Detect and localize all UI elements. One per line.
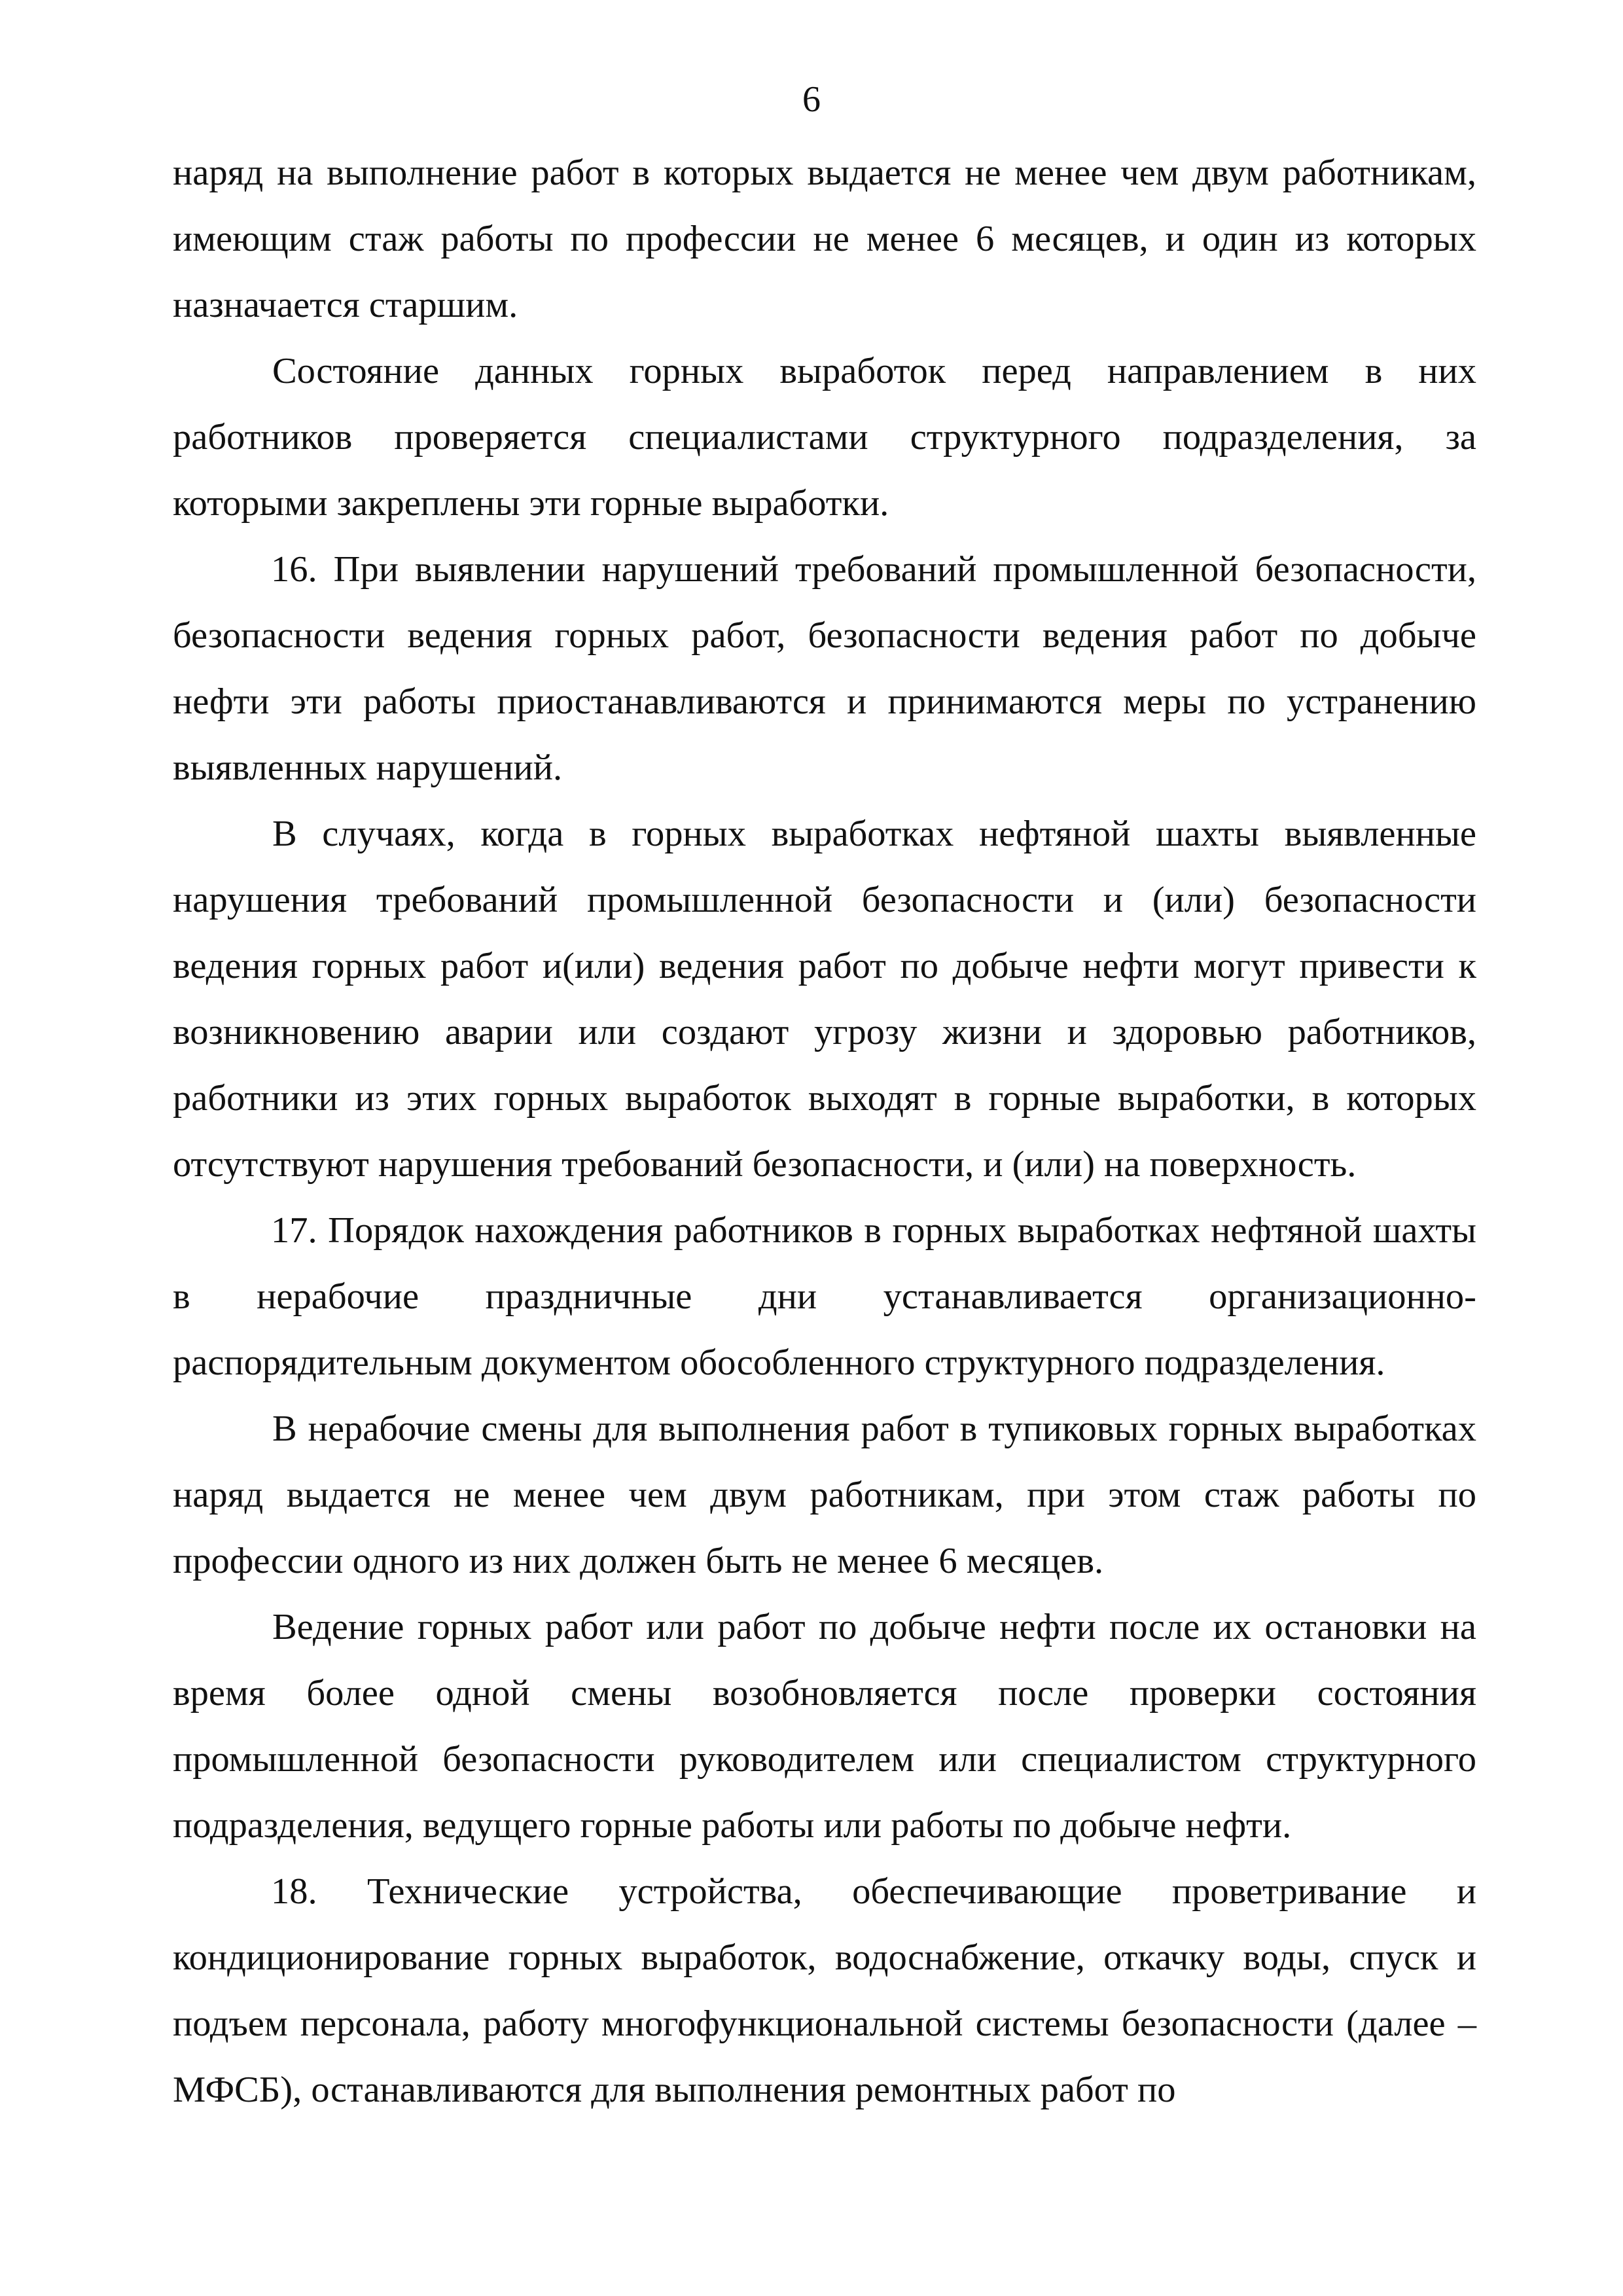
item-number: 17. [271,1210,317,1251]
paragraph [173,338,1476,537]
item-number: 16. [271,549,317,590]
paragraph [173,801,1476,1198]
paragraph-text: Технические устройства, обеспечивающие проветривание и кондиционирование горных выработок, водоснабжение, откачку воды, спуск и подъем персонала, работу многофункциональной системы безопасности (далее – МФСБ), останавливаются для выполнения ремонтных работ по [173,1871,1476,2110]
paragraph-continuation [173,140,1476,338]
numbered-item-17 [173,1198,1476,1396]
document-body [173,140,1476,2123]
paragraph-text: В случаях, когда в горных выработках нефтяной шахты выявленные нарушения требований промышленной безопасности и (или) безопасности ведения горных работ и(или) ведения работ по добыче нефти могут привести к возникновению аварии или создают угрозу жизни и здоровью работников, работники из этих горных выработок выходят в горные выработки, в которых отсутствуют нарушения требований безопасности, и (или) на поверхность. [173,814,1476,1185]
page-number: 6 [802,79,821,120]
paragraph-text: Ведение горных работ или работ по добыче нефти после их остановки на время более одной смены возобновляется после проверки состояния промышленной безопасности руководителем или специалистом структурного подразделения, ведущего горные работы или работы по добыче нефти. [173,1607,1476,1846]
paragraph-text: Состояние данных горных выработок перед направлением в них работников проверяется специалистами структурного подразделения, за которыми закреплены эти горные выработки. [173,351,1476,524]
paragraph [173,1594,1476,1859]
item-number: 18. [271,1871,317,1912]
paragraph-text: наряд на выполнение работ в которых выдается не менее чем двум работникам, имеющим стаж работы по профессии не менее 6 месяцев, и один из которых назначается старшим. [173,152,1476,325]
paragraph [173,1396,1476,1594]
paragraph-text: Порядок нахождения работников в горных выработках нефтяной шахты в нерабочие праздничные дни устанавливается организационно-распорядительным документом обособленного структурного подразделения. [173,1210,1476,1383]
paragraph-text: В нерабочие смены для выполнения работ в тупиковых горных выработках наряд выдается не менее чем двум работникам, при этом стаж работы по профессии одного из них должен быть не менее 6 месяцев. [173,1408,1476,1581]
numbered-item-18 [173,1859,1476,2123]
paragraph-text: При выявлении нарушений требований промышленной безопасности, безопасности ведения горных работ, безопасности ведения работ по добыче нефти эти работы приостанавливаются и принимаются меры по устранению выявленных нарушений. [173,549,1477,788]
numbered-item-16 [173,537,1476,801]
